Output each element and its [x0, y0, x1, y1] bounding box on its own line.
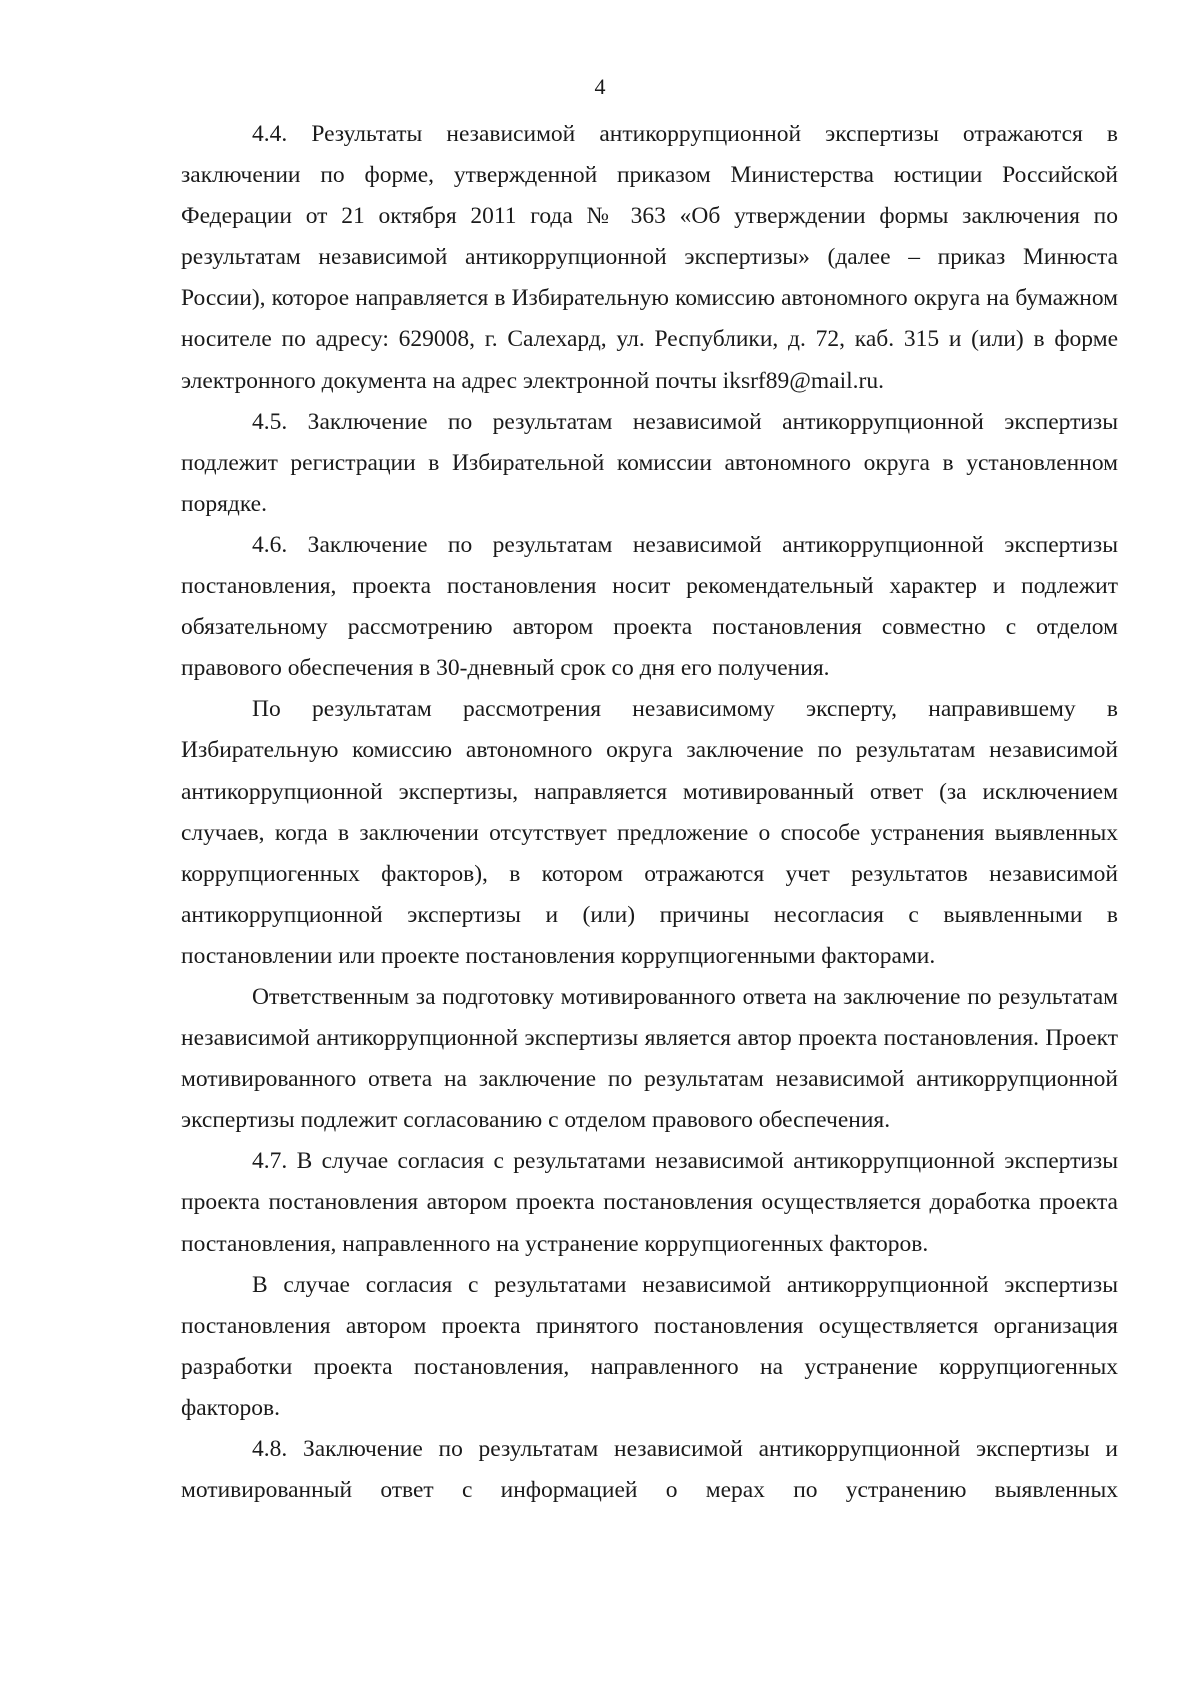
page-number: 4 — [594, 74, 606, 99]
paragraph-4-8: 4.8. Заключение по результатам независимой антикоррупционной экспертизы и мотивированный ответ с информацией о мерах по устранению выявленных — [181, 1436, 1118, 1504]
document-body — [181, 114, 1118, 1511]
paragraph-4-7-adopted: В случае согласия с результатами независимой антикоррупционной экспертизы постановления автором проекта принятого постановления осуществляется организация разработки проекта постановления, направленного на устранение коррупциогенных факторов. — [181, 1271, 1118, 1421]
paragraph-4-7: 4.7. В случае согласия с результатами независимой антикоррупционной экспертизы проекта постановления автором проекта постановления осуществляется доработка проекта постановления, направленного на устранение коррупциогенных факторов. — [181, 1148, 1118, 1257]
paragraph-4-4: 4.4. Результаты независимой антикоррупционной экспертизы отражаются в заключении по форме, утвержденной приказом Министерства юстиции Российской Федерации от 21 октября 2011 года № 363 «Об утверждении формы заключения по результатам независимой антикоррупционной экспертизы» (далее – приказ Минюста России), которое направляется в Избирательную комиссию автономного округа на бумажном носителе по адресу: 629008, г. Салехард, ул. Республики, д. 72, каб. 315 и (или) в форме электронного документа на адрес электронной почты iksrf89@mail.ru. — [181, 121, 1118, 394]
paragraph-4-6: 4.6. Заключение по результатам независимой антикоррупционной экспертизы постановления, проекта постановления носит рекомендательный характер и подлежит обязательному рассмотрению автором проекта постановления совместно с отделом правового обеспечения в 30-дневный срок со дня его получения. — [181, 531, 1118, 682]
paragraph-4-5: 4.5. Заключение по результатам независимой антикоррупционной экспертизы подлежит регистрации в Избирательной комиссии автономного округа в установленном порядке. — [181, 408, 1118, 517]
paragraph-4-6-response: По результатам рассмотрения независимому эксперту, направившему в Избирательную комиссию автономного округа заключение по результатам независимой антикоррупционной экспертизы, направляется мотивированный ответ (за исключением случаев, когда в заключении отсутствует предложение о способе устранения выявленных коррупциогенных факторов), в котором отражаются учет результатов независимой антикоррупционной экспертизы и (или) причины несогласия с выявленными в постановлении или проекте постановления коррупциогенными факторами. — [181, 696, 1118, 969]
paragraph-4-6-responsible: Ответственным за подготовку мотивированного ответа на заключение по результатам независимой антикоррупционной экспертизы является автор проекта постановления. Проект мотивированного ответа на заключение по результатам независимой антикоррупционной экспертизы подлежит согласованию с отделом правового обеспечения. — [181, 983, 1118, 1134]
